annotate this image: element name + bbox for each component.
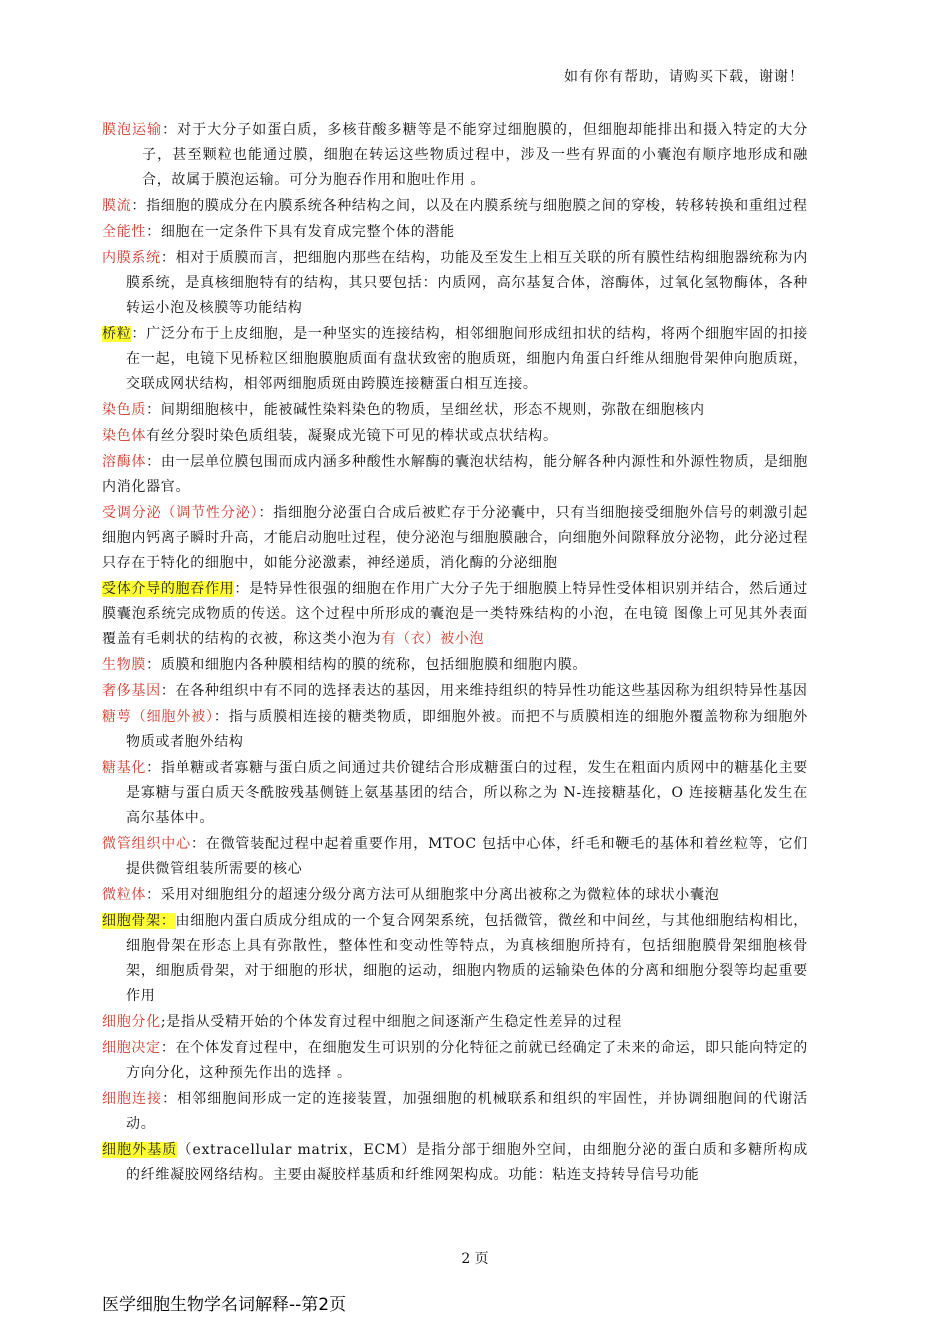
document-title-footer: 医学细胞生物学名词解释--第2页 xyxy=(102,1295,347,1315)
glossary-entry: 膜流：指细胞的膜成分在内膜系统各种结构之间，以及在内膜系统与细胞膜之间的穿梭，转移转换和重组过程 xyxy=(102,198,808,214)
entry-term: 糖基化 xyxy=(102,760,147,776)
glossary-entry: 溶酶体：由一层单位膜包围而成内涵多种酸性水解酶的囊泡状结构，能分解各种内源性和外源性物质，是细胞内消化器官。 xyxy=(102,454,808,495)
entry-text: 指细胞的膜成分在内膜系统各种结构之间，以及在内膜系统与细胞膜之间的穿梭，转移转换和重组过程 xyxy=(146,198,808,214)
glossary-entry: 细胞决定：在个体发育过程中，在细胞发生可识别的分化特征之前就已经确定了未来的命运，即只能向特定的方向分化，这种预先作出的选择 。 xyxy=(102,1040,808,1081)
glossary-entry xyxy=(102,1138,808,1188)
entry-term-highlighted: 受体介导的胞吞作用 xyxy=(102,581,235,597)
entry-text: 对于大分子如蛋白质，多核苷酸多糖等是不能穿过细胞膜的，但细胞却能排出和摄入特定的大分子，甚至颗粒也能通过膜，细胞在转运这些物质过程中，涉及一些有界面的小囊泡有顺序地形成和融合，故属于膜泡运输。可分为胞吞作用和胞吐作用 。 xyxy=(142,122,808,188)
entry-text: 在各种组织中有不同的选择表达的基因，用来维持组织的特异性功能这些基因称为组织特异性基因 xyxy=(175,683,808,699)
entry-text: 细胞在一定条件下具有发育成完整个体的潜能 xyxy=(160,224,455,240)
entry-term-highlighted: 桥粒 xyxy=(102,326,132,342)
entry-term: 奢侈基因 xyxy=(102,683,161,699)
glossary-entry: 糖萼（细胞外被）：指与质膜相连接的糖类物质，即细胞外被。而把不与质膜相连的细胞外覆盖物称为细胞外物质或者胞外结构 xyxy=(102,709,808,750)
glossary-entry: 糖基化：指单糖或者寡糖与蛋白质之间通过共价键结合形成糖蛋白的过程，发生在粗面内质网中的糖基化主要是寡糖与蛋白质天冬酰胺残基侧链上氨基基团的结合，所以称之为 N-连接糖基化，O 连接糖基化发生在高尔基体中。 xyxy=(102,760,808,826)
glossary-entry: 内膜系统：相对于质膜而言，把细胞内那些在结构，功能及至发生上相互关联的所有膜性结构细胞器统称为内膜系统，是真核细胞特有的结构，其只要包括：内质网，高尔基复合体，溶酶体，过氧化氢物酶体，各种转运小泡及核膜等功能结构 xyxy=(102,250,808,316)
entry-term: 受调分泌（调节性分泌） xyxy=(102,505,259,521)
entry-term: 微粒体 xyxy=(102,887,147,903)
glossary-entry: 生物膜：质膜和细胞内各种膜相结构的膜的统称，包括细胞膜和细胞内膜。 xyxy=(102,657,588,673)
entry-term: 细胞连接 xyxy=(102,1091,163,1107)
entry-term: 细胞分化 xyxy=(102,1014,161,1030)
entry-text: 有丝分裂时染色质组装，凝聚成光镜下可见的棒状或点状结构。 xyxy=(146,428,558,444)
entry-term-highlighted: 细胞外基质 xyxy=(102,1142,178,1158)
glossary-entry: 染色质：间期细胞核中，能被碱性染料染色的物质，呈细丝状，形态不规则，弥散在细胞核内 xyxy=(102,402,705,418)
entry-text: 由一层单位膜包围而成内涵多种酸性水解酶的囊泡状结构，能分解各种内源性和外源性物质，是细胞内消化器官。 xyxy=(102,454,808,495)
entry-term-highlighted: 细胞骨架： xyxy=(102,913,176,929)
glossary-entry: 微粒体：采用对细胞组分的超速分级分离方法可从细胞浆中分离出被称之为微粒体的球状小囊泡 xyxy=(102,887,720,903)
glossary-entry: 细胞分化;是指从受精开始的个体发育过程中细胞之间逐渐产生稳定性差异的过程 xyxy=(102,1014,622,1030)
entry-term: 染色质 xyxy=(102,402,147,418)
entry-text: 由细胞内蛋白质成分组成的一个复合网架系统，包括微管，微丝和中间丝，与其他细胞结构相比，细胞骨架在形态上具有弥散性，整体性和变动性等特点，为真核细胞所持有，包括细胞膜骨架细胞核骨架，细胞质骨架，对于细胞的形状，细胞的运动，细胞内物质的运输染色体的分离和细胞分裂等均起重要作用 xyxy=(126,913,808,1004)
entry-term: 全能性 xyxy=(102,224,147,240)
entry-text-emphasis: 有（衣）被小泡 xyxy=(381,631,485,647)
glossary-entry: 微管组织中心：在微管装配过程中起着重要作用，MTOC 包括中心体，纤毛和鞭毛的基体和着丝粒等，它们提供微管组装所需要的核心 xyxy=(102,836,808,877)
glossary-entry xyxy=(102,909,808,1009)
entry-text: 质膜和细胞内各种膜相结构的膜的统称，包括细胞膜和细胞内膜。 xyxy=(160,657,588,673)
entry-text: 是指从受精开始的个体发育过程中细胞之间逐渐产生稳定性差异的过程 xyxy=(166,1014,622,1030)
page-number: 2 页 xyxy=(461,1251,489,1267)
entry-text: 指细胞分泌蛋白合成后被贮存于分泌囊中，只有当细胞接受细胞外信号的刺激引起细胞内钙离子瞬时升高，才能启动胞吐过程，使分泌泡与细胞膜融合，向细胞外间隙释放分泌物，此分泌过程只存在于特化的细胞中，如能分泌激素，神经递质，消化酶的分泌细胞 xyxy=(102,505,808,571)
glossary-entry xyxy=(102,424,808,449)
entry-term: 生物膜 xyxy=(102,657,147,673)
entry-text: 指与质膜相连接的糖类物质，即细胞外被。而把不与质膜相连的细胞外覆盖物称为细胞外物质或者胞外结构 xyxy=(126,709,808,750)
entry-text: 在微管装配过程中起着重要作用，MTOC 包括中心体，纤毛和鞭毛的基体和着丝粒等，它们提供微管组装所需要的核心 xyxy=(126,836,808,877)
glossary-entry: 受调分泌（调节性分泌）：指细胞分泌蛋白合成后被贮存于分泌囊中，只有当细胞接受细胞外信号的刺激引起细胞内钙离子瞬时升高，才能启动胞吐过程，使分泌泡与细胞膜融合，向细胞外间隙释放分泌物，此分泌过程只存在于特化的细胞中，如能分泌激素，神经递质，消化酶的分泌细胞 xyxy=(102,505,808,571)
entry-text: 指单糖或者寡糖与蛋白质之间通过共价键结合形成糖蛋白的过程，发生在粗面内质网中的糖基化主要是寡糖与蛋白质天冬酰胺残基侧链上氨基基团的结合，所以称之为 N-连接糖基化，O 连接糖基化发生在高尔基体中。 xyxy=(126,760,808,826)
entry-term: 微管组织中心 xyxy=(102,836,191,852)
entry-text: 广泛分布于上皮细胞，是一种坚实的连接结构，相邻细胞间形成纽扣状的结构，将两个细胞牢固的扣接在一起，电镜下见桥粒区细胞膜胞质面有盘状致密的胞质斑，细胞内角蛋白纤维从细胞骨架伸向胞质斑，交联成网状结构，相邻两细胞质斑由跨膜连接糖蛋白相互连接。 xyxy=(126,326,809,392)
entry-text: 相邻细胞间形成一定的连接装置，加强细胞的机械联系和组织的牢固性，并协调细胞间的代谢活动。 xyxy=(126,1091,808,1132)
glossary-entry: 受体介导的胞吞作用：是特异性很强的细胞在作用广大分子先于细胞膜上特异性受体相识别并结合，然后通过膜囊泡系统完成物质的传送。这个过程中所形成的囊泡是一类特殊结构的小泡，在电镜 图像上可见其外表面覆盖有毛刺状的结构的衣被，称这类小泡为有（衣）被小泡 xyxy=(102,581,808,647)
entry-text: 相对于质膜而言，把细胞内那些在结构，功能及至发生上相互关联的所有膜性结构细胞器统称为内膜系统，是真核细胞特有的结构，其只要包括：内质网，高尔基复合体，溶酶体，过氧化氢物酶体，各种转运小泡及核膜等功能结构 xyxy=(126,250,808,316)
entry-text: 是特异性很强的细胞在作用广大分子先于细胞膜上特异性受体相识别并结合，然后通过膜囊泡系统完成物质的传送。这个过程中所形成的囊泡是一类特殊结构的小泡，在电镜 图像上可见其外表面覆盖有毛刺状的结构的衣被，称这类小泡为 xyxy=(102,581,808,647)
glossary-entry: 桥粒：广泛分布于上皮细胞，是一种坚实的连接结构，相邻细胞间形成纽扣状的结构，将两个细胞牢固的扣接在一起，电镜下见桥粒区细胞膜胞质面有盘状致密的胞质斑，细胞内角蛋白纤维从细胞骨架伸向胞质斑，交联成网状结构，相邻两细胞质斑由跨膜连接糖蛋白相互连接。 xyxy=(102,326,809,392)
entry-text: （extracellular matrix，ECM）是指分部于细胞外空间，由细胞分泌的蛋白质和多糖所构成的纤维凝胶网络结构。主要由凝胶样基质和纤维网架构成。功能：粘连支持转导信号功能 xyxy=(126,1142,808,1183)
entry-term: 细胞决定 xyxy=(102,1040,161,1056)
entry-term: 糖萼（细胞外被） xyxy=(102,709,214,725)
entry-term: 膜泡运输 xyxy=(102,122,163,138)
entry-text: 在个体发育过程中，在细胞发生可识别的分化特征之前就已经确定了未来的命运，即只能向特定的方向分化，这种预先作出的选择 。 xyxy=(126,1040,808,1081)
entry-term: 溶酶体 xyxy=(102,454,147,470)
entry-term: 染色体 xyxy=(102,428,147,444)
page-header-note: 如有你有帮助，请购买下载，谢谢！ xyxy=(564,69,804,85)
glossary-entry: 膜泡运输：对于大分子如蛋白质，多核苷酸多糖等是不能穿过细胞膜的，但细胞却能排出和摄入特定的大分子，甚至颗粒也能通过膜，细胞在转运这些物质过程中，涉及一些有界面的小囊泡有顺序地形成和融合，故属于膜泡运输。可分为胞吞作用和胞吐作用 。 xyxy=(102,122,808,188)
entry-term: 内膜系统 xyxy=(102,250,161,266)
entry-text: 采用对细胞组分的超速分级分离方法可从细胞浆中分离出被称之为微粒体的球状小囊泡 xyxy=(160,887,720,903)
entry-text: 间期细胞核中，能被碱性染料染色的物质，呈细丝状，形态不规则，弥散在细胞核内 xyxy=(160,402,705,418)
glossary-entry: 细胞连接：相邻细胞间形成一定的连接装置，加强细胞的机械联系和组织的牢固性，并协调细胞间的代谢活动。 xyxy=(102,1091,808,1132)
entry-term: 膜流 xyxy=(102,198,132,214)
glossary-entry: 全能性：细胞在一定条件下具有发育成完整个体的潜能 xyxy=(102,224,455,240)
glossary-entry: 奢侈基因：在各种组织中有不同的选择表达的基因，用来维持组织的特异性功能这些基因称为组织特异性基因 xyxy=(102,683,808,699)
glossary-list xyxy=(102,118,808,1189)
